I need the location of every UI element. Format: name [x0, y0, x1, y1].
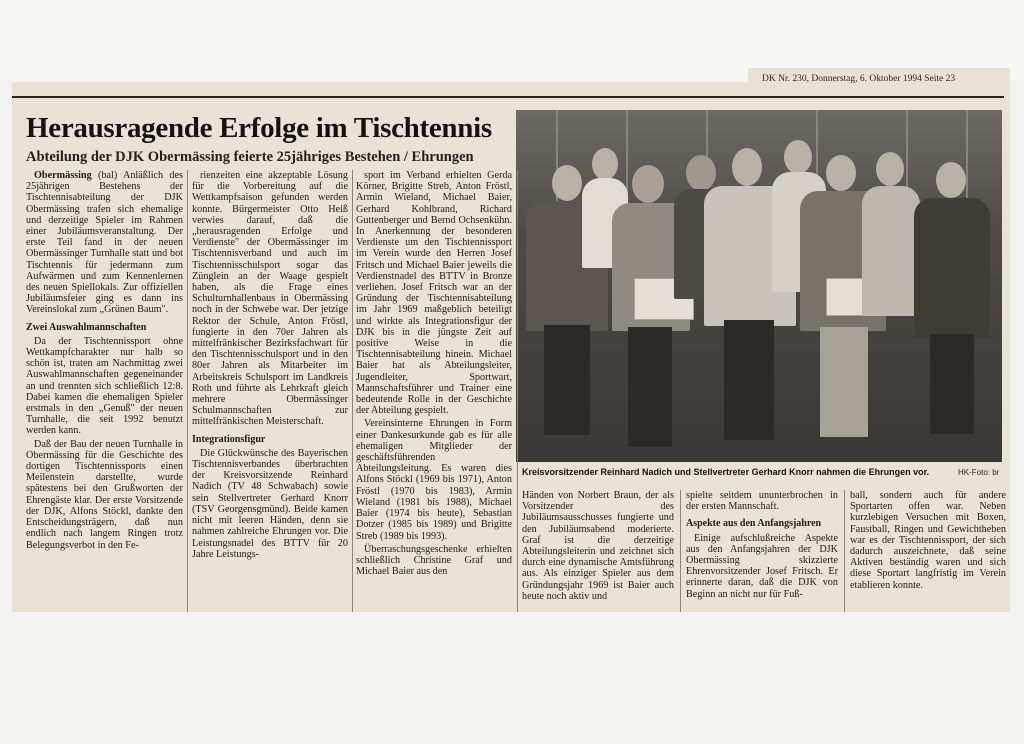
- dateline: DK Nr. 230, Donnerstag, 6. Oktober 1994 Seite 23: [762, 74, 956, 84]
- column-divider: [680, 490, 681, 612]
- column-divider: [187, 170, 188, 612]
- article-column-3: [356, 170, 512, 612]
- paragraph: spielte seitdem ununterbrochen in der ersten Mannschaft.: [686, 490, 838, 513]
- photo-caption: Kreisvorsitzender Reinhard Nadich und Stellvertreter Gerhard Knorr nahmen die Ehrungen vor.: [522, 467, 930, 477]
- article-column-4: [522, 490, 674, 612]
- article-column-5: [686, 490, 838, 612]
- paragraph: ball, sondern auch für andere Sportarten offen war. Neben kurzlebigen Versuchen mit Boxen, Faustball, Ringen und Gewichtheben war es der Tischtennissport, der sich dadurch auszeichnete, daß seine Aktiven beständig waren und sich diese Sportart langfristig im Verein etablieren konnte.: [850, 490, 1006, 591]
- paragraph: Die Glückwünsche des Bayerischen Tischtennisverbandes überbrachten der Kreisvorsitzende Reinhard Nadich (TV 48 Schwabach) sowie sein Stellvertreter Gerhard Knorr (TSV Georgensgmünd). Beide kamen nicht mit leeren Händen, denn sie nahmen zahlreiche Ehrungen vor. Die Leistungsnadel des BTTV für 20 Jahre Leistungs-: [192, 447, 348, 560]
- paragraph-text: (bal) Anläßlich des 25jährigen Bestehens der Tischtennisabteilung der DJK Obermässing trafen sich ehemalige und derzeitige Spieler im Rahmen einer Jubiläumsveranstaltung. Der erste Teil fand in der neuen Obermässinger Turnhalle statt und bot Tischtennis für jedermann zum Aufwärmen und zum Kennenlernen des neuen Spiellokals. Zur offiziellen Jubiläumsfeier ging es dann ins Vereinslokal zum „Grünen Baum".: [26, 170, 183, 316]
- section-heading: Aspekte aus den Anfangsjahren: [686, 518, 822, 530]
- paragraph: rienzeiten eine akzeptable Lösung für die Vorbereitung auf die Wettkampfsaison gefunden werden konnte. Bürgermeister Otto Heiß verwies darauf, daß die „herausragenden Erfolge und Verdienste" der Obermässinger im Tischtennisverband und auch im Tischtennisschulsport sogar das Zünglein an der Waage gespielt haben, als die Frage eines Schulturnhallenbaus in Obermässing noch in der Schwebe war. Der jetzige Rektor der Schule, Anton Fröstl, fungierte in den 70er Jahren als mittelfränkischer Bezirksfachwart für den Tischtennisschulsport und in den 80er Jahren als Mitarbeiter im Arbeitskreis Schulsport im Landkreis Roth und führte als Lehrkraft gleich mehrere Obermässinger Schulmannschaften zur mittelfränkischen Meisterschaft.: [192, 170, 348, 428]
- column-divider: [844, 490, 845, 612]
- header-rule: [12, 96, 1004, 98]
- column-divider: [517, 170, 518, 612]
- paragraph: Vereinsinterne Ehrungen in Form einer Dankesurkunde gab es für alle ehemaligen Mitglieder der geschäftsführenden Abteilungsleitung. Es waren dies Alfons Stöckl (1969 bis 1971), Anton Fröstl (1970 bis 1983), Armin Wieland (1981 bis 1988), Michael Baier (1974 bis heute), Sebastian Dotzer (1985 bis 1989) und Brigitte Streb (1989 bis 1993).: [356, 418, 512, 542]
- column-divider: [352, 170, 353, 612]
- dateline-keyword: Obermässing: [34, 170, 92, 181]
- paragraph: sport im Verband erhielten Gerda Körner, Brigitte Streb, Anton Fröstl, Armin Wieland, Michael Baier, Gerhard Kohlbrand, Richard Guttenberger und Bernd Ochsenkühn. In Anerkennung der besonderen Verdienste um den Tischtennissport im Verein wurde den Herren Josef Fritsch und Michael Baier jeweils die Verdienstnadel des BTTV in Bronze verliehen. Josef Fritsch war an der Gründung der Tischtennisabteilung im Jahr 1969 maßgeblich beteiligt und wirkte als Integrationsfigur der DJK bis in die jüngste Zeit auf positive Weise in die Tischtennisabteilung hinein. Michael Baier hat als Abteilungsleiter, Jugendleiter, Sportwart, Mannschaftsführer und Trainer eine bedeutende Rolle in der Geschichte der Abteilung gespielt.: [356, 170, 512, 417]
- headline: Herausragende Erfolge im Tischtennis: [26, 112, 492, 144]
- article-column-2: [192, 170, 348, 612]
- paragraph: Daß der Bau der neuen Turnhalle in Obermässing für die Geschichte des dortigen Tischtennissports einen Meilenstein darstellte, wurde spätestens bei den Grußworten der Ehrengäste klar. Der erste Vorsitzende der DJK, Alfons Stöckl, dankte den Entscheidungsträgern, daß nun endlich nach langem Ringen trotz Belegungsverbot in den Fe-: [26, 438, 183, 551]
- paragraph: Da der Tischtennissport ohne Wettkampfcharakter nur halb so schön ist, traten am Nachmittag zwei Auswahlmannschaften gegeneinander an und trennten sich schließlich 12:8. Dabei kamen die ehemaligen Spieler erstmals in den „Genuß" der neuen Turnhalle, die seit 1992 benutzt werden kann.: [26, 335, 183, 437]
- article-column-1: [26, 170, 183, 612]
- paragraph: Überraschungsgeschenke erhielten schließlich Christine Graf und Michael Baier aus den: [356, 543, 512, 578]
- subheadline: Abteilung der DJK Obermässing feierte 25jähriges Bestehen / Ehrungen: [26, 149, 474, 165]
- paragraph: Händen von Norbert Braun, der als Vorsitzender des Jubiläumsausschusses fungierte und den Jubiläumsabend moderierte. Graf ist die derzeitige Abteilungsleiterin und zeichnet sich durch eine dynamische Amtsführung aus. Als einziger Spieler aus dem Gründungsjahr 1969 ist Baier auch heute noch aktiv und: [522, 490, 674, 602]
- section-heading: Integrationsfigur: [192, 433, 266, 445]
- paragraph: [26, 170, 183, 316]
- paragraph: Einige aufschlußreiche Aspekte aus den Anfangsjahren der DJK Obermässing skizzierte Ehrenvorsitzender Josef Fritsch. Er erinnerte daran, daß die DJK von Beginn an nicht nur für Fuß-: [686, 532, 838, 600]
- photo-credit: HK-Foto: br: [958, 468, 1000, 477]
- team-photo: [516, 110, 1002, 462]
- article-column-6: [850, 490, 1006, 612]
- section-heading: Zwei Auswahlmannschaften: [26, 321, 147, 333]
